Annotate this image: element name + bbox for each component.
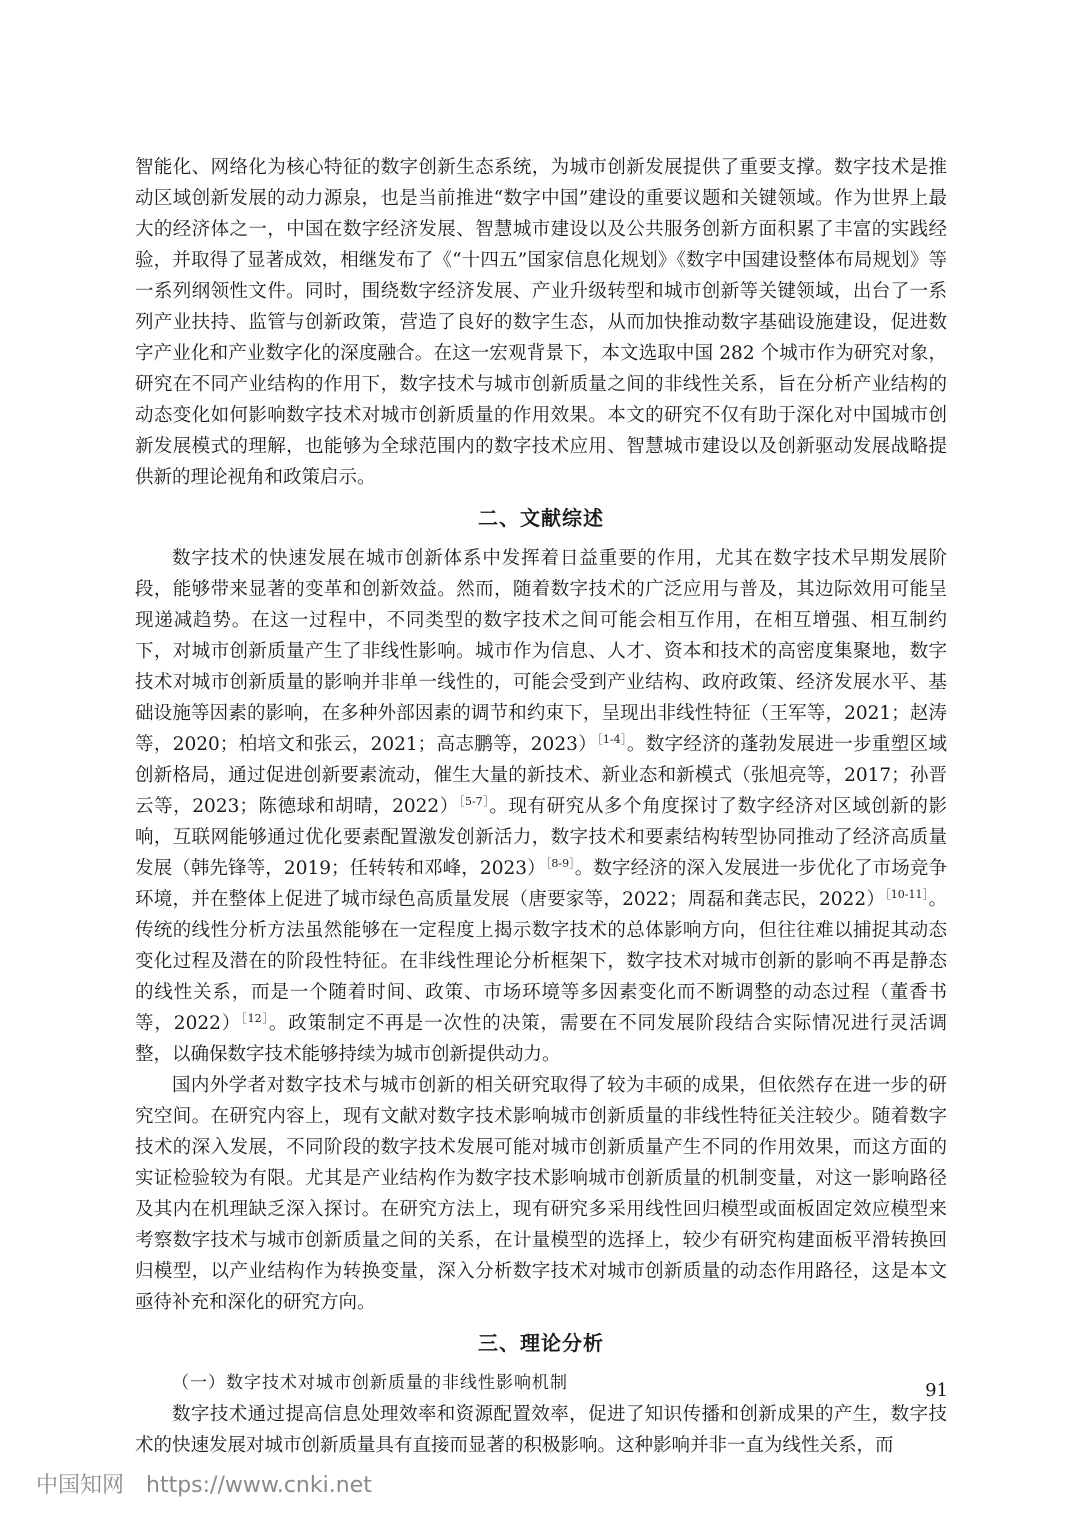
citation-ref: ［8-9］ — [545, 856, 575, 870]
page-body — [135, 152, 947, 1461]
literature-paragraph-1 — [135, 543, 947, 1070]
text-span: 。数字经济的蓬勃发展进一步重塑区域创新格局，通过促进创新要素流动，催生大量的新技术、新业态和新模式（张旭亮等，2017；孙晋云等，2023；陈德球和胡晴，2022） — [135, 734, 947, 817]
section-heading-theory-analysis: 三、理论分析 — [478, 1331, 604, 1355]
footer-url: https://www.cnki.net — [146, 1473, 372, 1498]
citation-ref: ［5-7］ — [458, 794, 490, 808]
text-span: 数字技术的快速发展在城市创新体系中发挥着日益重要的作用，尤其在数字技术早期发展阶段，能够带来显著的变革和创新效益。然而，随着数字技术的广泛应用与普及，其边际效用可能呈现递减趋势。在这一过程中，不同类型的数字技术之间可能会相互作用，在相互增强、相互制约下，对城市创新质量产生了非线性影响。城市作为信息、人才、资本和技术的高密度集聚地，数字技术对城市创新质量的影响并非单一线性的，可能会受到产业结构、政府政策、经济发展水平、基础设施等因素的影响，在多种外部因素的调节和约束下，呈现出非线性特征（王军等，2021；赵涛等，2020；柏培文和张云，2021；高志鹏等，2023） — [135, 548, 947, 755]
literature-paragraph-2: 国内外学者对数字技术与城市创新的相关研究取得了较为丰硕的成果，但依然存在进一步的研究空间。在研究内容上，现有文献对数字技术影响城市创新质量的非线性特征关注较少。随着数字技术的深入发展，不同阶段的数字技术发展可能对城市创新质量产生不同的作用效果，而这方面的实证检验较为有限。尤其是产业结构作为数字技术影响城市创新质量的机制变量，对这一影响路径及其内在机理缺乏深入探讨。在研究方法上，现有研究多采用线性回归模型或面板固定效应模型来考察数字技术与城市创新质量之间的关系，在计量模型的选择上，较少有研究构建面板平滑转换回归模型，以产业结构作为转换变量，深入分析数字技术对城市创新质量的动态作用路径，这是本文亟待补充和深化的研究方向。 — [135, 1075, 947, 1313]
intro-paragraph: 智能化、网络化为核心特征的数字创新生态系统，为城市创新发展提供了重要支撑。数字技术是推动区域创新发展的动力源泉，也是当前推进“数字中国”建设的重要议题和关键领域。作为世界上最大的经济体之一，中国在数字经济发展、智慧城市建设以及公共服务创新方面积累了丰富的实践经验，并取得了显著成效，相继发布了《“十四五”国家信息化规划》《数字中国建设整体布局规划》等一系列纲领性文件。同时，围绕数字经济发展、产业升级转型和城市创新等关键领域，出台了一系列产业扶持、监管与创新政策，营造了良好的数字生态，从而加快推动数字基础设施建设，促进数字产业化和产业数字化的深度融合。在这一宏观背景下，本文选取中国 282 个城市作为研究对象，研究在不同产业结构的作用下，数字技术与城市创新质量之间的非线性关系，旨在分析产业结构的动态变化如何影响数字技术对城市创新质量的作用效果。本文的研究不仅有助于深化对中国城市创新发展模式的理解，也能够为全球范围内的数字技术应用、智慧城市建设以及创新驱动发展战略提供新的理论视角和政策启示。 — [135, 157, 947, 488]
text-span: 。数字经济的深入发展进一步优化了市场竞争环境，并在整体上促进了城市绿色高质量发展（唐要家等，2022；周磊和龚志民，2022） — [135, 858, 947, 910]
theory-paragraph-1: 数字技术通过提高信息处理效率和资源配置效率，促进了知识传播和创新成果的产生，数字技术的快速发展对城市创新质量具有直接而显著的积极影响。这种影响并非一直为线性关系，而 — [135, 1404, 947, 1456]
text-span: 。传统的线性分析方法虽然能够在一定程度上揭示数字技术的总体影响方向，但往往难以捕捉其动态变化过程及潜在的阶段性特征。在非线性理论分析框架下，数字技术对城市创新的影响不再是静态的线性关系，而是一个随着时间、政策、市场环境等多因素变化而不断调整的动态过程（董香书等，2022） — [135, 889, 947, 1034]
text-span: 。政策制定不再是一次性的决策，需要在不同发展阶段结合实际情况进行灵活调整，以确保数字技术能够持续为城市创新提供动力。 — [135, 1013, 947, 1065]
citation-ref: ［12］ — [241, 1011, 269, 1025]
subsection-heading: （一）数字技术对城市创新质量的非线性影响机制 — [172, 1373, 568, 1393]
citation-ref: ［10-11］ — [885, 887, 929, 901]
footer-watermark — [36, 1468, 372, 1499]
text-span: 。现有研究从多个角度探讨了数字经济对区域创新的影响，互联网能够通过优化要素配置激发创新活力，数字技术和要素结构转型协同推动了经济高质量发展（韩先锋等，2019；任转转和邓峰，2023） — [135, 796, 947, 879]
page-number: 91 — [925, 1380, 948, 1401]
section-heading-literature-review: 二、文献综述 — [478, 506, 604, 530]
footer-brand: 中国知网 — [36, 1473, 125, 1498]
citation-ref: ［1-4］ — [597, 732, 627, 746]
